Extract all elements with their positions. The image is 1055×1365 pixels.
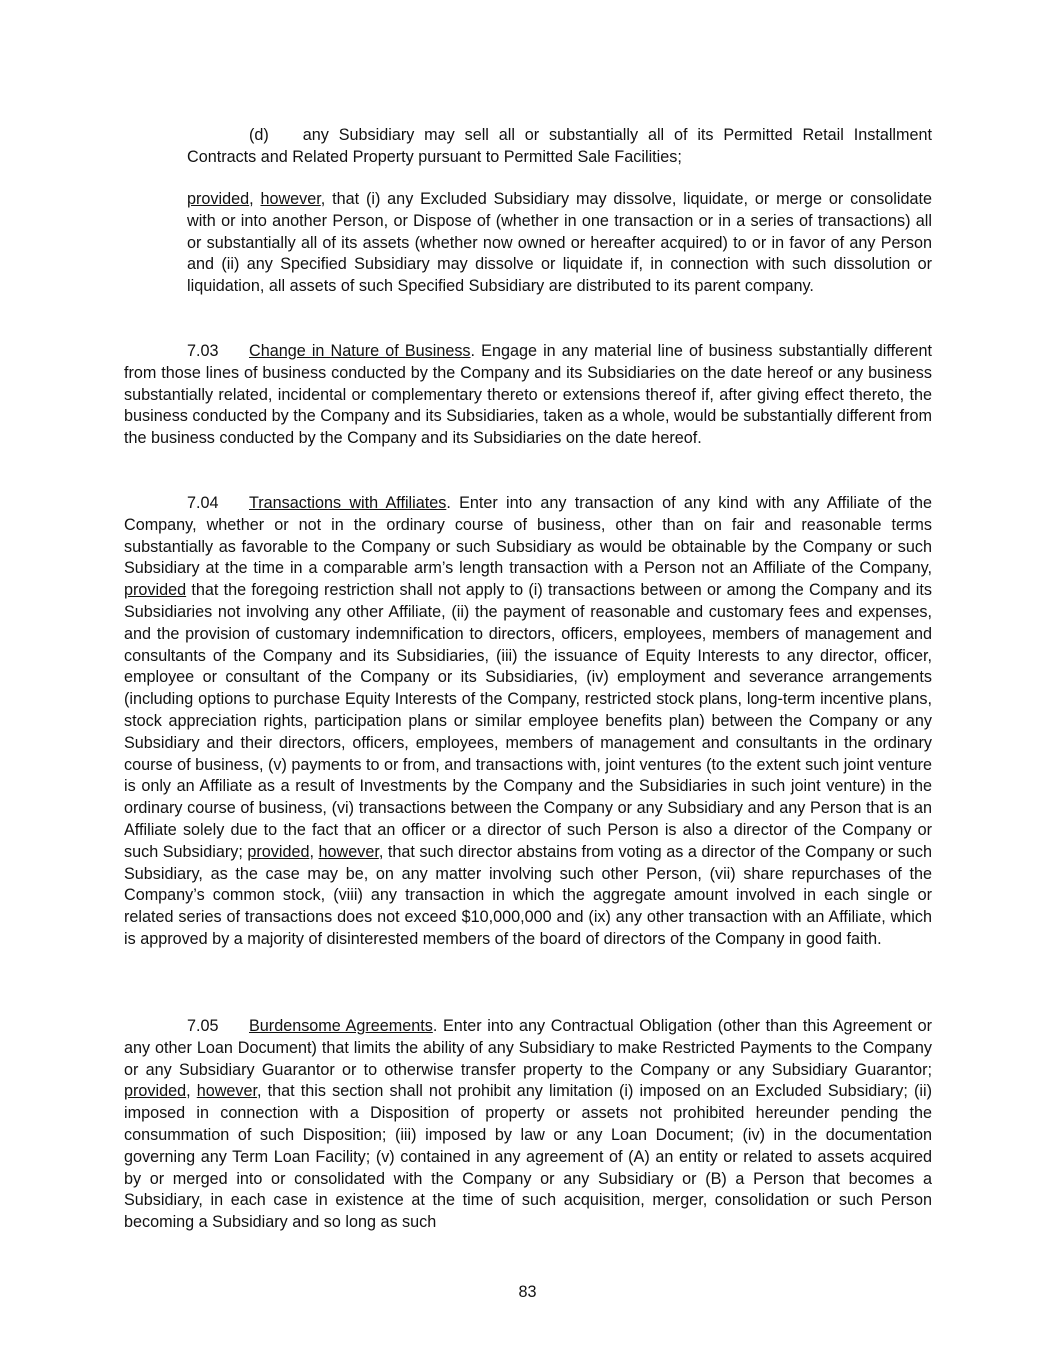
section-7-04-text-1: . Enter into any transaction of any kind with any Affiliate of the Company, whether or not in the ordinary course of business, other than on fair and reasonable terms substantially as favorable to the Company or such Subsidiary as would be obtainable by the Company or such Subsidiary at the time in a comparable arm’s length transaction with a Person not an Affiliate of the Company, <box>124 494 932 578</box>
section-7-05-text-1: . Enter into any Contractual Obligation (other than this Agreement or any other Loan Document) that limits the ability of any Subsidiary to make Restricted Payments to the Company or any Subsidiary Guarantor or to otherwise transfer property to the Company or any Subsidiary Guarantor; <box>124 1017 932 1079</box>
proviso-provided: provided <box>187 190 250 208</box>
section-7-04-number: 7.04 <box>187 494 219 512</box>
section-7-05-number: 7.05 <box>187 1017 219 1035</box>
section-7-04-text-3: , that such director abstains from voting as a director of the Company or such Subsidiary, as the case may be, on any matter involving such other Person, (vii) share repurchases of the Company’s common stock, (viii) any transaction in which the aggregate amount involved in each single or related series of transactions does not exceed $10,000,000 and (ix) any other transaction with an Affiliate, which is approved by a majority of disinterested members of the board of directors of the Company in good faith. <box>124 842 932 948</box>
section-7-03-number: 7.03 <box>187 342 219 360</box>
section-7-04: 7.04 Transactions with Affiliates. Enter into any transaction of any kind with any Affiliate of the Company, whether or not in the ordinary course of business, other than on fair and reasonable terms substantially as favorable to the Company or such Subsidiary as would be obtainable by the Company or such Subsidiary at the time in a comparable arm’s length transaction with a Person not an Affiliate of the Company, provided that the foregoing restriction shall not apply to (i) transactions between or among the Company and its Subsidiaries not involving any other Affiliate, (ii) the payment of reasonable and customary fees and expenses, and the provision of customary indemnification to directors, officers, employees, members of management and consultants of the Company and its Subsidiaries, (iii) the issuance of Equity Interests to any director, officer, employee or consultant of the Company or its Subsidiaries, (iv) employment and severance arrangements (including options to purchase Equity Interests of the Company, restricted stock plans, long-term incentive plans, stock appreciation rights, participation plans or similar employee benefits plan) between the Company or any Subsidiary and their directors, officers, employees, members of management and consultants in the ordinary course of business, (v) payments to or from, and transactions with, joint ventures (to the extent such joint venture is only an Affiliate as a result of Investments by the Company and the Subsidiaries in such joint venture) in the ordinary course of business, (vi) transactions between the Company or any Subsidiary and any Person that is an Affiliate solely due to the fact that an officer or a director of such Person is also a director of the Company or such Subsidiary; provided, however, that such director abstains from voting as a director of the Company or such Subsidiary, as the case may be, on any matter involving such other Person, (vii) share repurchases of the Company’s common stock, (viii) any transaction in which the aggregate amount involved in each single or related series of transactions does not exceed $10,000,000 and (ix) any other transaction with an Affiliate, which is approved by a majority of disinterested members of the board of directors of the Company in good faith. <box>124 494 932 948</box>
clause-d <box>187 125 932 169</box>
section-7-05-heading: Burdensome Agreements <box>249 1017 433 1035</box>
proviso-however: however <box>260 190 321 208</box>
clause-d-text: any Subsidiary may sell all or substantially all of its Permitted Retail Installment Contracts and Related Property pursuant to Permitted Sale Facilities; <box>187 126 932 166</box>
section-7-03-text: . Engage in any material line of business substantially different from those lines of business conducted by the Company and its Subsidiaries on the date hereof or any business substantially related, incidental or complementary thereto or extensions thereof if, after giving effect thereto, the business conducted by the Company and its Subsidiaries, taken as a whole, would be substantially different from the business conducted by the Company and its Subsidiaries on the date hereof. <box>124 342 932 448</box>
section-7-04-provided-1: provided <box>124 581 187 600</box>
page-number: 83 <box>518 1283 537 1301</box>
proviso-text: , that (i) any Excluded Subsidiary may dissolve, liquidate, or merge or consolidate with or into another Person, or Dispose of (whether in one transaction or in a series of transactions) all or substantially all of its assets (whether now owned or hereafter acquired) to or in favor of any Person and (ii) any Specified Subsidiary may dissolve or liquidate if, in connection with such dissolution or liquidation, all assets of such Specified Subsidiary are distributed to its parent company. <box>187 190 932 296</box>
proviso-paragraph: provided, however, that (i) any Excluded Subsidiary may dissolve, liquidate, or merge or consolidate with or into another Person, or Dispose of (whether in one transaction or in a series of transactions) all or substantially all of its assets (whether now owned or hereafter acquired) to or in favor of any Person and (ii) any Specified Subsidiary may dissolve or liquidate if, in connection with such dissolution or liquidation, all assets of such Specified Subsidiary are distributed to its parent company. <box>187 190 932 296</box>
section-7-04-heading: Transactions with Affiliates <box>249 494 447 512</box>
section-7-05-provided: provided <box>124 1082 187 1101</box>
section-7-05-text-2: , that this section shall not prohibit any limitation (i) imposed on an Excluded Subsidiary; (ii) imposed in connection with a Disposition of property or assets not prohibited hereunder pending the consummation of such Disposition; (iii) imposed by law or any Loan Document; (iv) in the documentation governing any Term Loan Facility; (v) contained in any agreement of (A) an entity or related to assets acquired by or merged into or consolidated with the Company or any Subsidiary or (B) a Person that becomes a Subsidiary, in each case in existence at the time of such acquisition, merger, consolidation or such Person becoming a Subsidiary and so long as such <box>124 1082 932 1232</box>
section-7-04-provided-2: provided <box>247 842 310 861</box>
section-7-05-however: however <box>196 1082 258 1101</box>
section-7-03 <box>124 341 932 450</box>
section-7-04-however: however <box>318 842 379 861</box>
section-7-04-text-2: that the foregoing restriction shall not apply to (i) transactions between or among the Company and its Subsidiaries not involving any other Affiliate, (ii) the payment of reasonable and customary fees and expenses, and the provision of customary indemnification to directors, officers, employees, members of management and consultants of the Company and its Subsidiaries, (iii) the issuance of Equity Interests to any director, officer, employee or consultant of the Company or its Subsidiaries, (iv) employment and severance arrangements (including options to purchase Equity Interests of the Company, restricted stock plans, long-term incentive plans, stock appreciation rights, participation plans or similar employee benefits plan) between the Company or any Subsidiary and their directors, officers, employees, members of management and consultants in the ordinary course of business, (v) payments to or from, and transactions with, joint ventures (to the extent such joint venture is only an Affiliate as a result of Investments by the Company and the Subsidiaries in such joint venture) in the ordinary course of business, (vi) transactions between the Company or any Subsidiary and any Person that is an Affiliate solely due to the fact that an officer or a director of such Person is also a director of the Company or such Subsidiary; <box>124 581 932 861</box>
clause-d-number: (d) <box>249 126 269 144</box>
section-7-05: 7.05 Burdensome Agreements. Enter into any Contractual Obligation (other than this Agreement or any other Loan Document) that limits the ability of any Subsidiary to make Restricted Payments to the Company or any Subsidiary Guarantor or to otherwise transfer property to the Company or any Subsidiary Guarantor; provided, however, that this section shall not prohibit any limitation (i) imposed on an Excluded Subsidiary; (ii) imposed in connection with a Disposition of property or assets not prohibited hereunder pending the consummation of such Disposition; (iii) imposed by law or any Loan Document; (iv) in the documentation governing any Term Loan Facility; (v) contained in any agreement of (A) an entity or related to assets acquired by or merged into or consolidated with the Company or any Subsidiary or (B) a Person that becomes a Subsidiary, in each case in existence at the time of such acquisition, merger, consolidation or such Person becoming a Subsidiary and so long as such <box>124 1017 932 1232</box>
section-7-03-heading: Change in Nature of Business <box>249 342 471 360</box>
